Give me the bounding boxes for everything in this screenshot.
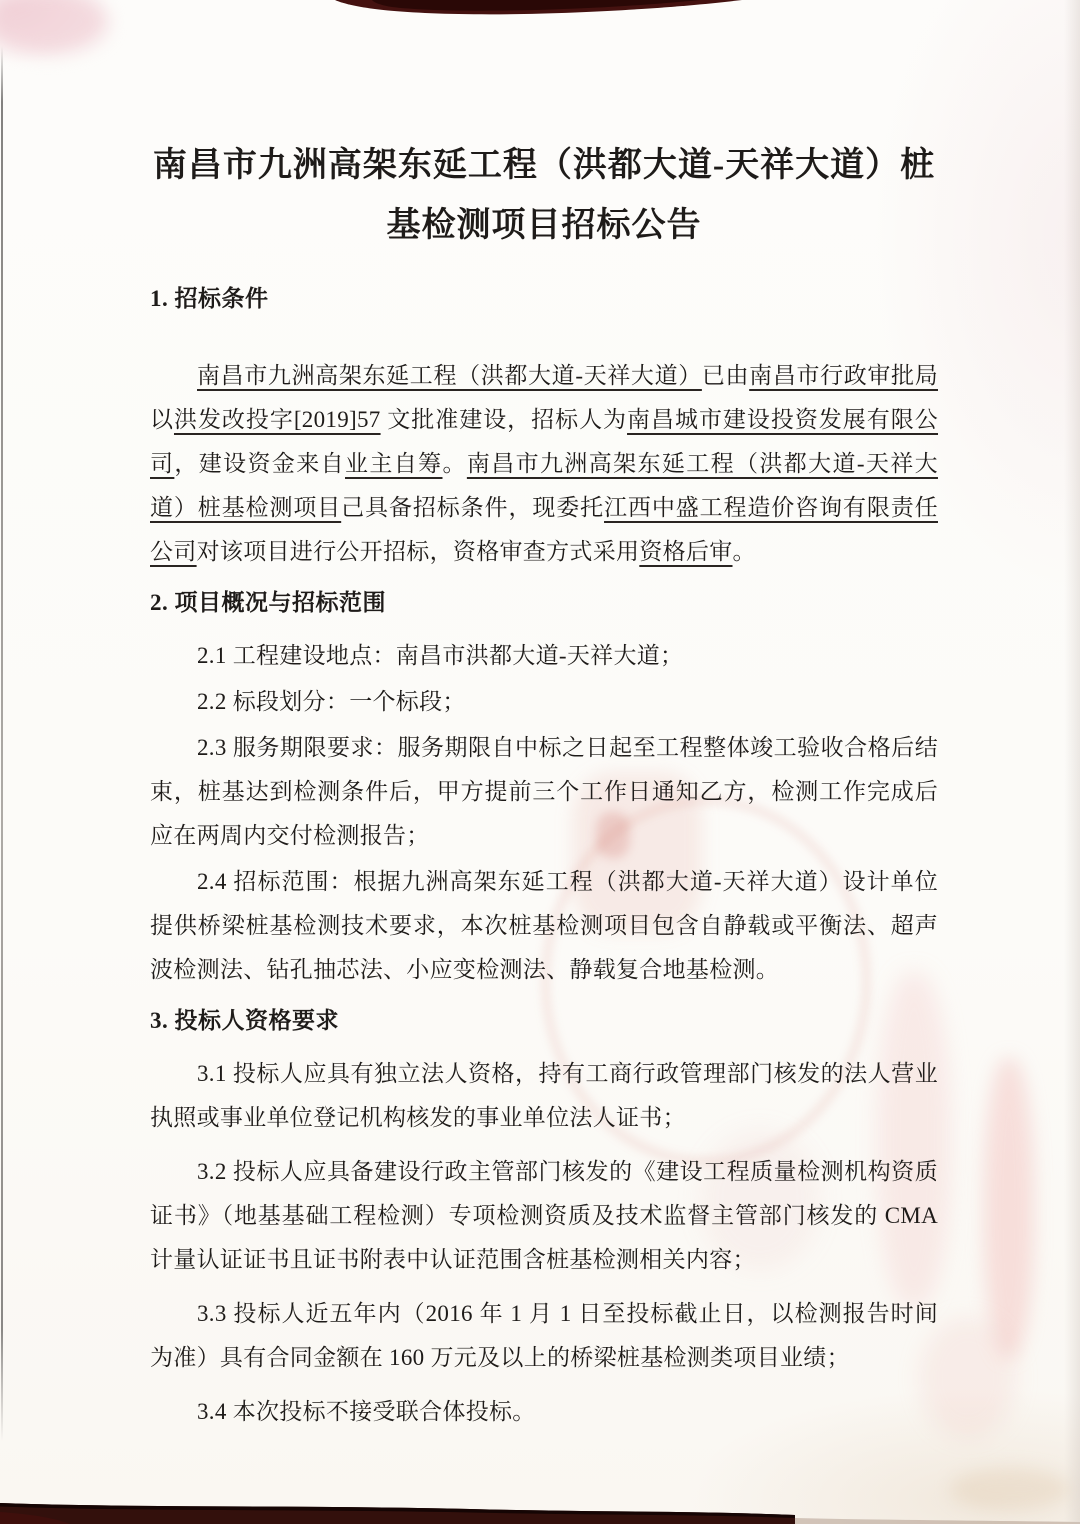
paragraph [150, 634, 938, 678]
underlined-text-run: 南昌城市建设投资发展有限公司 [150, 407, 939, 476]
section-heading: 2. 项目概况与招标范围 [150, 590, 386, 615]
underlined-text-run: 业主自筹 [345, 451, 443, 476]
underlined-text-run: 资格后审 [639, 539, 733, 564]
underlined-text-run: 南昌市行政审批局 [749, 363, 938, 388]
underlined-text-run: 南昌市九洲高架东延工程（洪都大道-天祥大道） [197, 363, 702, 388]
paragraph [150, 680, 938, 724]
text-run: 。 [732, 539, 756, 564]
text-run: 已由 [701, 363, 750, 388]
text-run: 己具备招标条件，现委托 [341, 495, 605, 520]
section-3 [150, 1006, 938, 1434]
paragraph [150, 1052, 938, 1140]
text-run: 。 [442, 451, 467, 476]
document-title [150, 136, 938, 256]
text-run: ，建设资金来自 [174, 451, 345, 476]
paragraph [150, 1292, 938, 1380]
section-heading: 1. 招标条件 [150, 286, 269, 311]
document-title-line: 南昌市九洲高架东延工程（洪都大道-天祥大道）桩 [152, 147, 936, 184]
document-title-line: 基检测项目招标公告 [386, 207, 702, 244]
text-run: 对该项目进行公开招标，资格审查方式采用 [196, 539, 640, 564]
text-run: 3.4 本次投标不接受联合体投标。 [197, 1399, 536, 1424]
paragraph [150, 1390, 938, 1434]
paragraph [150, 1150, 938, 1282]
text-run: 文批准建设，招标人为 [380, 407, 628, 432]
underlined-text-run: 洪发改投字[2019]57 [173, 407, 381, 432]
paragraph [150, 726, 938, 858]
paragraph [150, 860, 938, 992]
text-run: 2.3 服务期限要求：服务期限自中标之日起至工程整体竣工验收合格后结束，桩基达到检测条件后，甲方提前三个工作日通知乙方，检测工作完成后应在两周内交付检测报告； [150, 735, 938, 848]
text-run: 2.4 招标范围：根据九洲高架东延工程（洪都大道-天祥大道）设计单位提供桥梁桩基检测技术要求，本次桩基检测项目包含自静载或平衡法、超声波检测法、钻孔抽芯法、小应变检测法、静载复合地基检测。 [150, 869, 938, 982]
section-2 [150, 588, 938, 992]
document-body [150, 284, 938, 1434]
text-run: 3.1 投标人应具有独立法人资格，持有工商行政管理部门核发的法人营业执照或事业单位登记机构核发的事业单位法人证书； [150, 1061, 938, 1130]
text-run: 以 [150, 407, 174, 432]
section-heading: 3. 投标人资格要求 [150, 1008, 339, 1033]
underlined-text-run: 南昌市九洲高架东延工程（洪都大道-天祥大道）桩基检测项目 [150, 451, 938, 520]
text-run: 2.1 工程建设地点：南昌市洪都大道-天祥大道； [197, 643, 684, 668]
text-run: 3.3 投标人近五年内（2016 年 1 月 1 日至投标截止日，以检测报告时间为准）具有合同金额在 160 万元及以上的桥梁桩基检测类项目业绩； [150, 1301, 938, 1370]
text-run: 2.2 标段划分：一个标段； [197, 689, 466, 714]
section-1 [150, 284, 938, 574]
paragraph [150, 354, 938, 574]
text-run: 3.2 投标人应具备建设行政主管部门核发的《建设工程质量检测机构资质证书》（地基基础工程检测）专项检测资质及技术监督主管部门核发的 CMA 计量认证证书且证书附表中认证范围含桩基检测相关内容； [150, 1159, 938, 1272]
underlined-text-run: 江西中盛工程造价咨询有限责任公司 [150, 495, 938, 564]
